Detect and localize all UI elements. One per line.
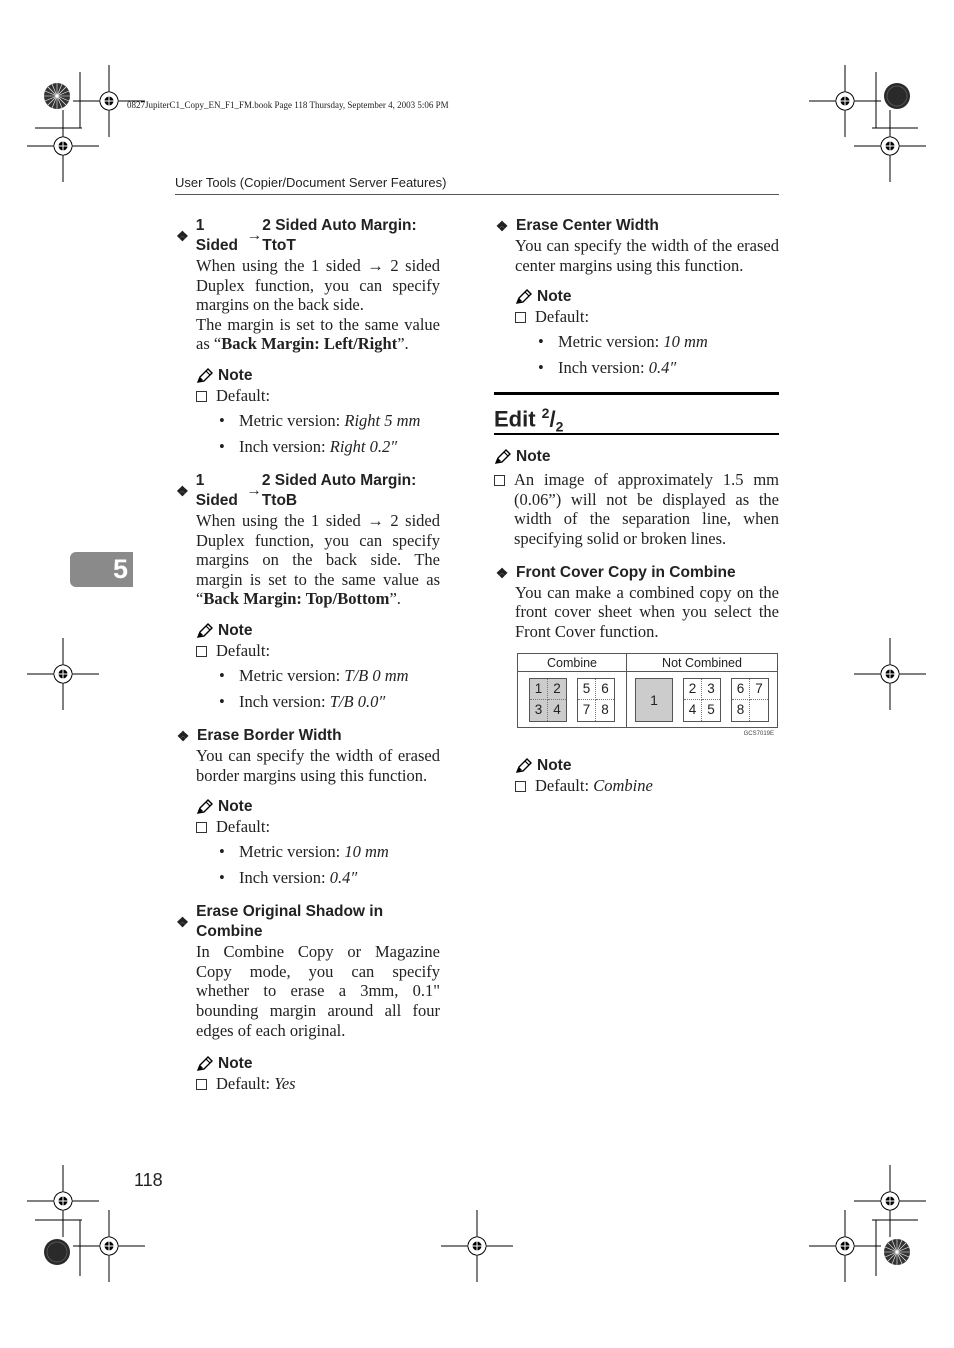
note-item: Default: — [175, 641, 440, 661]
diamond-bullet-icon: ❖ — [176, 727, 190, 744]
edit-heading-block — [494, 392, 779, 435]
figure-rule — [518, 671, 777, 672]
bullet-item: • Inch version: Right 0.2″ — [219, 436, 398, 456]
checkbox-bullet-icon — [515, 781, 526, 792]
section-ttot — [175, 216, 440, 457]
section-title: ❖ Erase Border Width — [176, 726, 342, 744]
note-heading: Note — [175, 621, 440, 641]
note-heading: Note — [494, 287, 779, 307]
note-item: Default: — [175, 386, 440, 406]
bullet-item: • Inch version: 0.4″ — [219, 868, 358, 888]
checkbox-bullet-icon — [494, 475, 505, 486]
pencil-note-icon — [196, 1056, 214, 1072]
diamond-bullet-icon: ❖ — [495, 564, 509, 581]
checkbox-bullet-icon — [196, 391, 207, 402]
section-erase-center — [494, 216, 779, 378]
section-body: When using the 1 sided → 2 sided Duplex function, you can specify margins on the back side. The margin is set to the same value as “Back Margin: Left/Right”. — [196, 256, 440, 354]
edit-heading: Edit $^2/_2$ — [494, 405, 564, 435]
section-front-cover — [494, 563, 779, 797]
print-info-line: 0827JupiterC1_Copy_EN_F1_FM.book Page 118 Thursday, September 4, 2003 5:06 PM — [127, 100, 449, 110]
diamond-bullet-icon: ❖ — [176, 228, 189, 244]
note-item: An image of approximately 1.5 mm (0.06”) will not be displayed as the width of the separation line, when specifying solid or broken lines. — [494, 470, 779, 548]
section-body: You can specify the width of the erased center margins using this function. — [515, 236, 779, 275]
checkbox-bullet-icon — [196, 1079, 207, 1090]
section-title: ❖ Front Cover Copy in Combine — [495, 563, 736, 581]
note-heading: Note — [175, 1054, 440, 1074]
bullet-item: • Inch version: 0.4″ — [538, 358, 677, 378]
note-item: Default: — [494, 307, 779, 327]
chapter-tab: 5 — [70, 552, 133, 587]
combined-sheet: 2 3 4 5 — [683, 678, 721, 722]
section-erase-shadow — [175, 902, 440, 1094]
section-title: ❖ Erase Original Shadow in Combine — [176, 903, 384, 941]
bullet-item: • Metric version: 10 mm — [219, 842, 389, 862]
note-heading: Note — [175, 797, 440, 817]
checkbox-bullet-icon — [196, 822, 207, 833]
bullet-item: • Metric version: Right 5 mm — [219, 410, 421, 430]
section-erase-border — [175, 726, 440, 888]
diamond-bullet-icon: ❖ — [495, 218, 509, 234]
combine-figure — [517, 653, 778, 738]
pencil-note-icon — [196, 623, 214, 639]
pencil-note-icon — [494, 449, 512, 465]
checkbox-bullet-icon — [515, 312, 526, 323]
front-cover-sheet: 1 — [635, 678, 673, 722]
figure-code: GCS7019E — [743, 731, 774, 738]
bullet-item: • Inch version: T/B 0.0″ — [219, 691, 386, 711]
section-title: ❖ Erase Center Width — [495, 217, 659, 234]
diamond-bullet-icon: ❖ — [176, 482, 189, 499]
note-heading: Note — [175, 366, 440, 386]
note-item: Default: — [175, 817, 440, 837]
combined-sheet: 6 7 8 — [731, 678, 769, 722]
pencil-note-icon — [515, 289, 533, 305]
figure-header-not-combined: Not Combined — [662, 656, 742, 671]
diamond-bullet-icon: ❖ — [176, 914, 189, 931]
heading-rule-bottom — [494, 433, 779, 435]
note-item: Default: Combine — [494, 776, 779, 796]
bullet-item: • Metric version: T/B 0 mm — [219, 665, 409, 685]
checkbox-bullet-icon — [196, 646, 207, 657]
running-header: User Tools (Copier/Document Server Features) — [175, 175, 447, 190]
pencil-note-icon — [196, 799, 214, 815]
combined-sheet: 5 6 7 8 — [577, 678, 615, 722]
header-rule — [175, 194, 779, 195]
note-item: Default: Yes — [175, 1074, 440, 1094]
right-column — [494, 216, 779, 796]
section-body: In Combine Copy or Magazine Copy mode, you can specify whether to erase a 3mm, 0.1" bounding margin around all four edges of each original. — [196, 942, 440, 1040]
note-heading: Note — [494, 756, 779, 776]
page-number: 118 — [134, 1170, 163, 1190]
section-body: You can make a combined copy on the front cover sheet when you select the Front Cover function. — [515, 582, 779, 641]
pencil-note-icon — [515, 758, 533, 774]
note-heading: Note — [494, 447, 779, 467]
combined-cover-sheet: 1 2 3 4 — [529, 678, 567, 722]
figure-divider — [626, 654, 627, 727]
section-title: ❖ 1 Sided → 2 Sided Auto Margin: TtoT — [176, 217, 417, 254]
section-title: ❖ 1 Sided → 2 Sided Auto Margin: TtoB — [176, 471, 417, 509]
left-column — [175, 216, 440, 1094]
section-body: When using the 1 sided → 2 sided Duplex function, you can specify margins on the back side. The margin is set to the same value as “Back Margin: Top/Bottom”. — [196, 510, 440, 609]
section-edit-note — [494, 447, 779, 548]
pencil-note-icon — [196, 368, 214, 384]
figure-header-combine: Combine — [546, 656, 598, 671]
section-ttob — [175, 471, 440, 712]
section-body: You can specify the width of erased border margins using this function. — [196, 745, 440, 785]
bullet-item: • Metric version: 10 mm — [538, 332, 708, 352]
